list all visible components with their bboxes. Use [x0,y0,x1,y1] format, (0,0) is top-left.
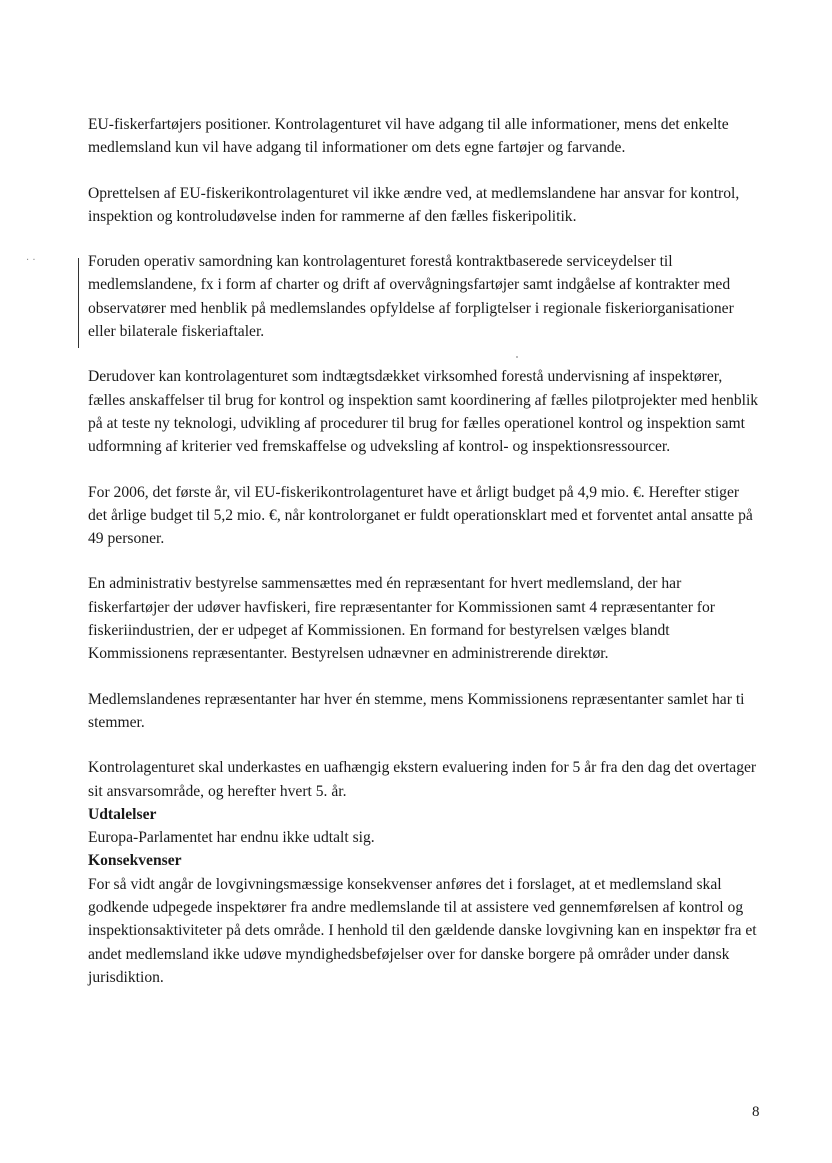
page-number: 8 [752,1104,760,1120]
paragraph-6: En administrativ bestyrelse sammensættes med én repræsentant for hvert medlemsland, der har fiskerfartøjer der udøver havfiskeri, fire repræsentanter for Kommissionen samt 4 repræsentanter for fiskeriindustrien, der er udpeget af Kommissionen. En formand for bestyrelsen vælges blandt Kommissionens repræsentanter. Bestyrelsen udnævner en administrerende direktør. [88,575,715,663]
margin-mark: · · [26,255,36,266]
paragraph-7: Medlemslandenes repræsentanter har hver én stemme, mens Kommissionens repræsentanter samlet har ti stemmer. [88,690,745,731]
konsekvenser-heading: Konsekvenser [88,852,182,870]
paragraph-1: EU-fiskerfartøjers positioner. Kontrolagenturet vil have adgang til alle informationer, mens det enkelte medlemsland kun vil have adgang til informationer om dets egne fartøjer og farvande. [88,116,729,157]
udtalelser-text: Europa-Parlamentet har endnu ikke udtalt sig. [88,829,375,847]
revision-change-bar [78,258,79,348]
udtalelser-heading: Udtalelser [88,805,157,823]
paragraph-8: Kontrolagenturet skal underkastes en uafhængig ekstern evaluering inden for 5 år fra den dag det overtager sit ansvarsområde, og herefter hvert 5. år. [88,759,757,800]
paragraph-5: For 2006, det første år, vil EU-fiskerikontrolagenturet have et årligt budget på 4,9 mio. €. Herefter stiger det årlige budget til 5,2 mio. €, når kontrolorganet er fuldt operationsklart med et forventet antal ansatte på 49 personer. [88,483,753,548]
paragraph-4: Derudover kan kontrolagenturet som indtægtsdækket virksomhed forestå undervisning af inspektører, fælles anskaffelser til brug for kontrol og inspektion samt koordinering af fælles pilotprojekter med henblik på at teste ny teknologi, udvikling af procedurer til brug for fælles operationel kontrol og inspektion samt udformning af kriterier ved fremskaffelse og udveksling af kontrol- og inspektionsressourcer. [88,368,759,456]
paragraph-3: Foruden operativ samordning kan kontrolagenturet forestå kontraktbaserede serviceydelser til medlemslandene, fx i form af charter og drift af overvågningsfartøjer samt indgåelse af kontrakter med observatører med henblik på medlemslandes opfyldelse af forpligtelser i regionale fiskeriorganisationer eller bilaterale fiskeriaftaler. [88,253,734,341]
document-body [88,113,760,989]
paragraph-2: Oprettelsen af EU-fiskerikontrolagenturet vil ikke ændre ved, at medlemslandene har ansvar for kontrol, inspektion og kontroludøvelse inden for rammerne af den fælles fiskeripolitik. [88,184,740,225]
konsekvenser-text: For så vidt angår de lovgivningsmæssige konsekvenser anføres det i forslaget, at et medlemsland skal godkende udpegede inspektører fra andre medlemslande til at assistere ved gennemførelsen af kontrol og inspektionsaktiviteter på dets område. I henhold til den gældende danske lovgivning kan en inspektør fra et andet medlemsland ikke udøve myndighedsbeføjelser over for danske borgere på områder under dansk jurisdiktion. [88,875,757,986]
